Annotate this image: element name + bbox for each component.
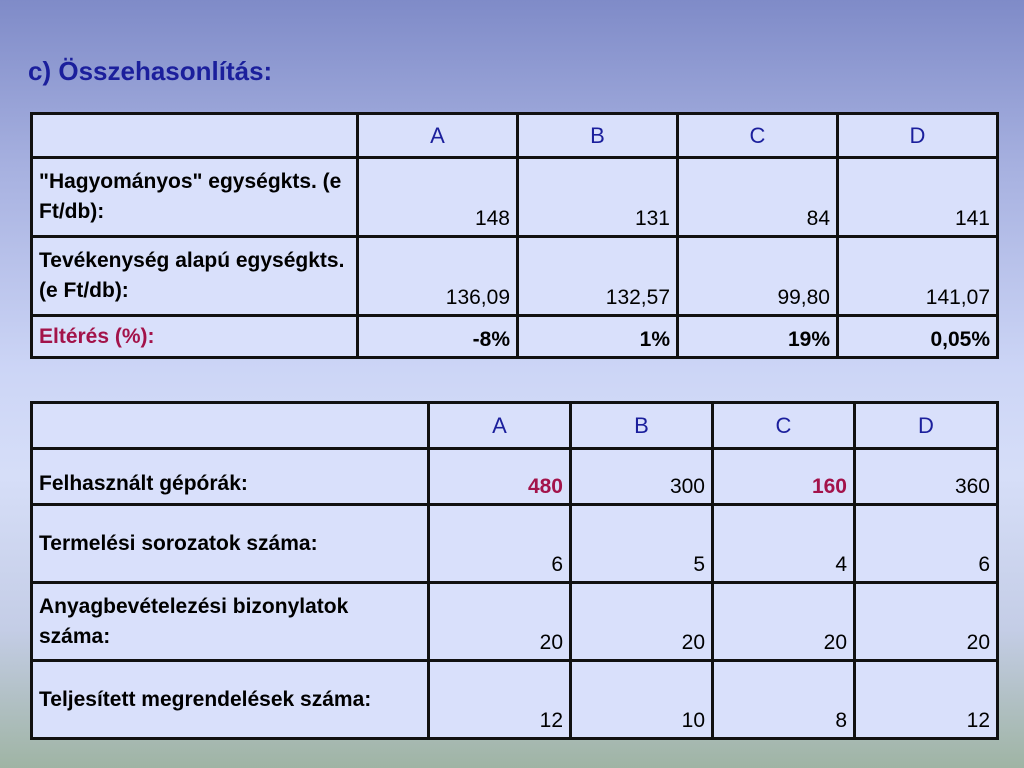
cost-driver-table [30,401,999,740]
row-label-completed-orders: Teljesített megrendelések száma: [32,661,429,739]
header-empty-cell [32,114,358,158]
table-row [32,583,998,661]
header-col-b: B [571,403,713,449]
table-cell: 141 [838,158,998,237]
table-cell: 19% [678,316,838,358]
page-title: c) Összehasonlítás: [28,56,273,86]
table-cell: 20 [713,583,855,661]
table-header-row [32,403,998,449]
table-cell: 20 [429,583,571,661]
table-row [32,158,998,237]
table-cell: 12 [429,661,571,739]
table-cell: 20 [855,583,998,661]
table-row [32,316,998,358]
table-row [32,237,998,316]
table-cell: 0,05% [838,316,998,358]
table-cell: 84 [678,158,838,237]
table-row [32,505,998,583]
table-cell: 8 [713,661,855,739]
table-cell: 131 [518,158,678,237]
table-cell: 360 [855,449,998,505]
table-cell: 1% [518,316,678,358]
table-cell: 136,09 [358,237,518,316]
header-col-d: D [855,403,998,449]
table-row [32,449,998,505]
table-cell: 480 [429,449,571,505]
header-col-c: C [678,114,838,158]
header-col-a: A [358,114,518,158]
header-col-a: A [429,403,571,449]
header-col-d: D [838,114,998,158]
row-label-production-batches: Termelési sorozatok száma: [32,505,429,583]
table-cell: 4 [713,505,855,583]
table-cell: 160 [713,449,855,505]
table-header-row [32,114,998,158]
row-label-material-receipts: Anyagbevételezési bizonylatok száma: [32,583,429,661]
table-cell: 6 [855,505,998,583]
table-row [32,661,998,739]
header-col-c: C [713,403,855,449]
table-cell: 5 [571,505,713,583]
table-cell: 10 [571,661,713,739]
row-label-machine-hours: Felhasznált gépórák: [32,449,429,505]
table-cell: 20 [571,583,713,661]
table-cell: -8% [358,316,518,358]
table-cell: 12 [855,661,998,739]
table-cell: 6 [429,505,571,583]
table-cell: 148 [358,158,518,237]
header-col-b: B [518,114,678,158]
table-cell: 300 [571,449,713,505]
row-label-traditional-cost: "Hagyományos" egységkts. (e Ft/db): [32,158,358,237]
table-cell: 99,80 [678,237,838,316]
table-cell: 141,07 [838,237,998,316]
header-empty-cell [32,403,429,449]
row-label-deviation: Eltérés (%): [32,316,358,358]
table-cell: 132,57 [518,237,678,316]
row-label-activity-based-cost: Tevékenység alapú egységkts. (e Ft/db): [32,237,358,316]
cost-comparison-table [30,112,999,359]
